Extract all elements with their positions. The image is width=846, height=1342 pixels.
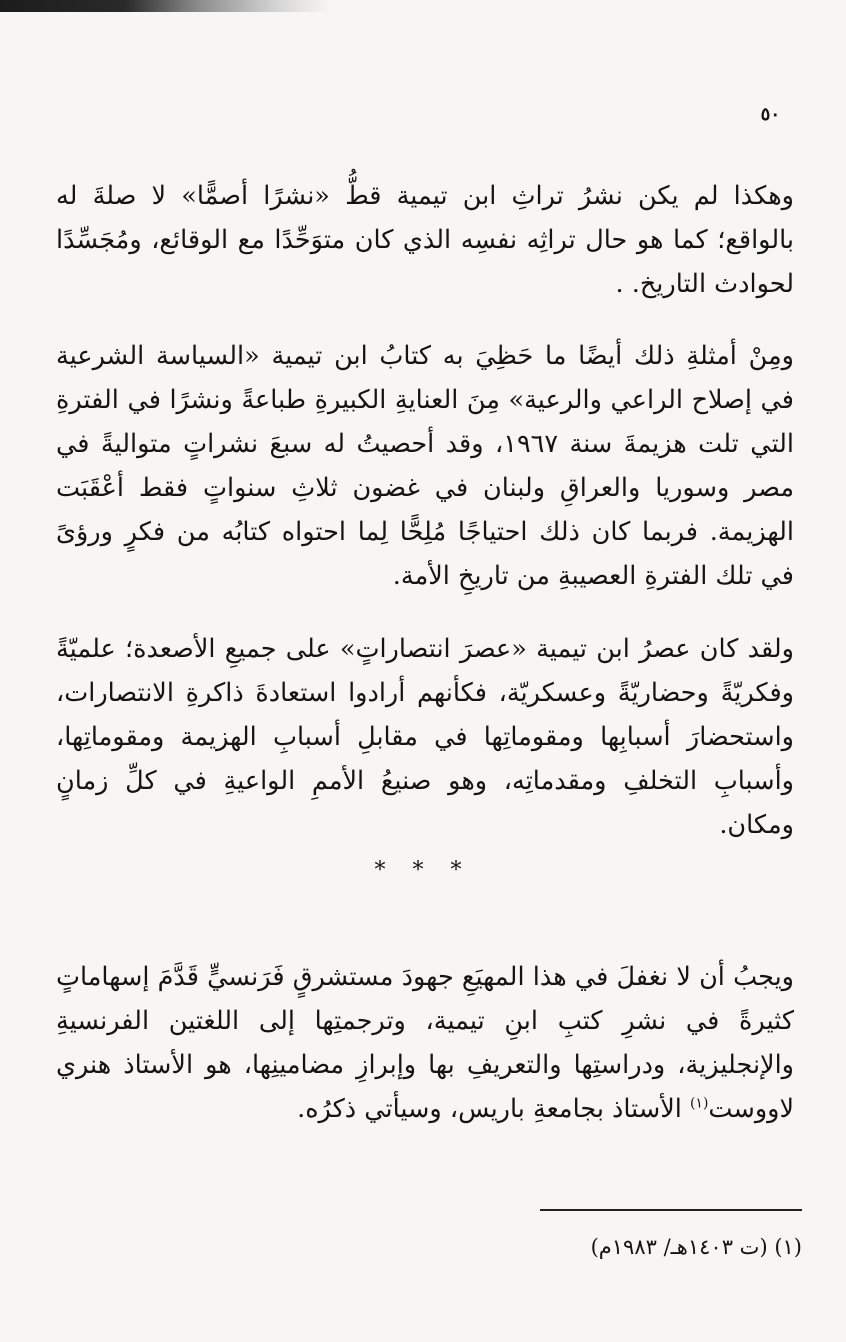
paragraph-2: ومِنْ أمثلةِ ذلك أيضًا ما حَظِيَ به كتابُ ابن تيمية «السياسة الشرعية في إصلاح الراعي والرعية» مِنَ العنايةِ الكبيرةِ طباعةً ونشرًا في الفترةِ التي تلت هزيمةَ سنة ١٩٦٧، وقد أحصيتُ له سبعَ نشراتٍ متواليةً في مصر وسوريا والعراقِ ولبنان في غضون ثلاثِ سنواتٍ فقط أعْقَبَت الهزيمة. فربما كان ذلك احتياجًا مُلِحًّا لِما احتواه كتابُه من فكرٍ ورؤىً في تلك الفترةِ العصيبةِ من تاريخِ الأمة. (56, 341, 794, 591)
paragraph-4 (56, 955, 794, 1131)
footnote: (١) (ت ١٤٠٣هـ/ ١٩٨٣م) (590, 1235, 802, 1259)
paragraph-4-text-end: الأستاذ بجامعةِ باريس، وسيأتي ذكرُه. (297, 1094, 690, 1124)
scan-edge-shadow (0, 0, 330, 12)
paragraph-1: وهكذا لم يكن نشرُ تراثِ ابن تيمية قطُّ «نشرًا أصمًّا» لا صلةَ له بالواقع؛ كما هو حال تراثِه نفسِه الذي كان متوَحِّدًا مع الوقائع، ومُجَسِّدًا لحوادث التاريخ. . (56, 181, 794, 299)
section-separator: * * * (374, 858, 472, 883)
paragraph-4-text-start: ويجبُ أن لا نغفلَ في هذا المهيَعِ جهودَ مستشرقٍ فَرَنسيٍّ قَدَّمَ إسهاماتٍ كثيرةً في نشرِ كتبِ ابنِ تيمية، وترجمتِها إلى اللغتين الفرنسيةِ والإنجليزية، ودراستِها والتعريفِ بها وإبرازِ مضامينِها، هو الأستاذ هنري لاووست (56, 962, 794, 1124)
footnote-divider (540, 1209, 802, 1211)
footnote-reference-mark: (١) (689, 1095, 709, 1112)
page-number: ٥٠ (760, 104, 780, 125)
paragraph-3: ولقد كان عصرُ ابن تيمية «عصرَ انتصاراتٍ» على جميعِ الأصعدة؛ علميّةً وفكريّةً وحضاريّةً وعسكريّة، فكأنهم أرادوا استعادةَ ذاكرةِ الانتصارات، واستحضارَ أسبابِها ومقوماتِها في مقابلِ أسبابِ الهزيمة ومقوماتِها، وأسبابِ التخلفِ ومقدماتِه، وهو صنيعُ الأممِ الواعيةِ في كلِّ زمانٍ ومكان. (56, 634, 794, 840)
